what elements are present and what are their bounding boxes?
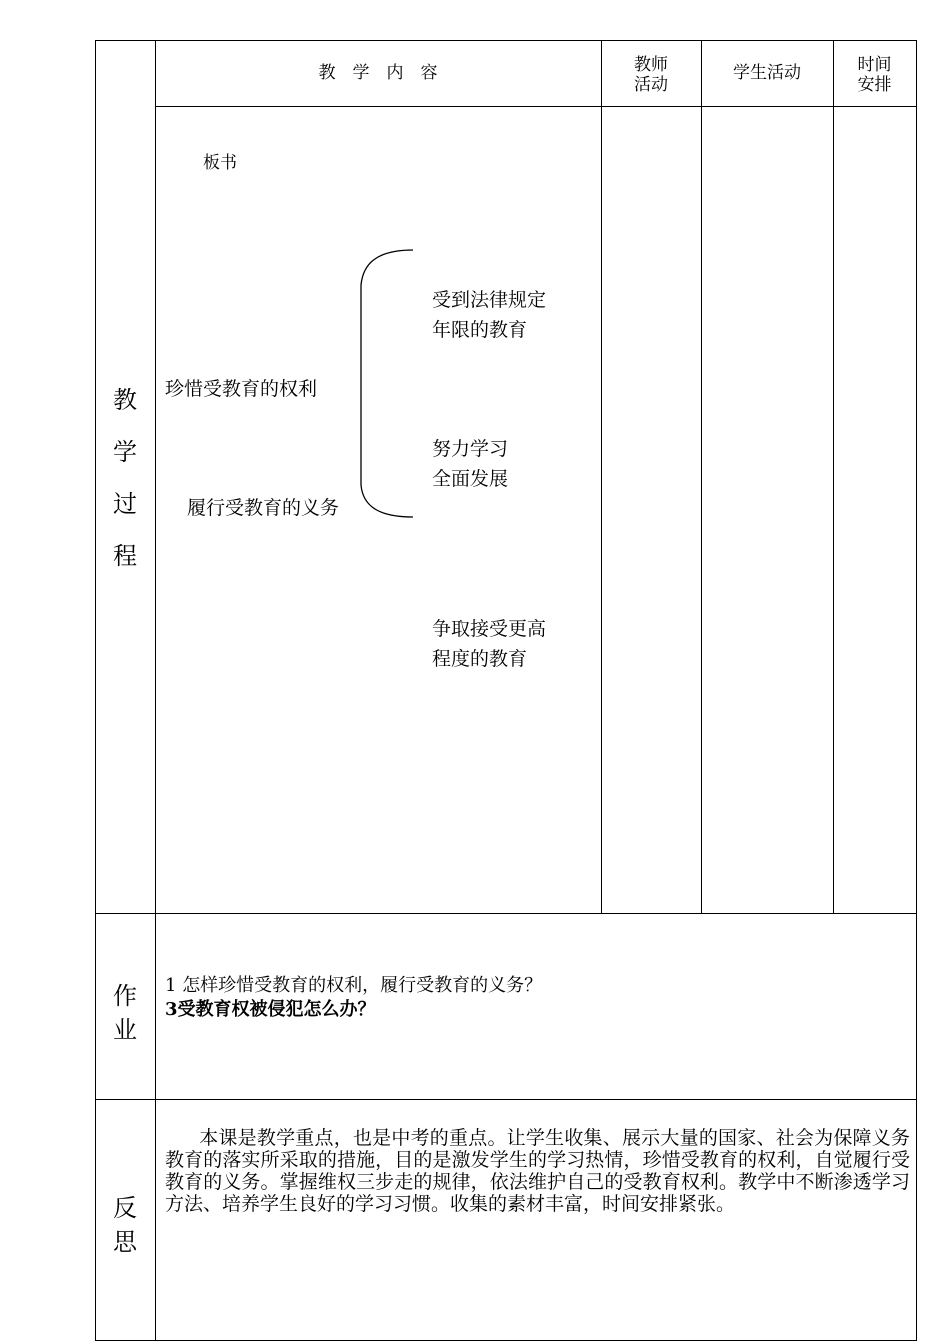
homework-item-1-number: 1 [165, 975, 177, 996]
header-time [833, 55, 916, 95]
board-item-3-line2: 程度的教育 [432, 648, 528, 670]
time-col-border [833, 40, 834, 914]
board-item-2 [432, 434, 508, 494]
header-content [155, 63, 601, 83]
process-bottom-border [95, 913, 917, 914]
homework-char-1: 作 [113, 982, 137, 1010]
homework-list [165, 974, 542, 1022]
section-homework-label [105, 979, 145, 1047]
homework-char-2: 业 [113, 1016, 137, 1044]
curly-brace-icon [355, 245, 420, 525]
section-reflection-label [105, 1191, 145, 1259]
board-item-2-line2: 全面发展 [432, 468, 509, 490]
header-teacher-line1: 教师 [634, 55, 668, 75]
board-item-2-line1: 努力学习 [432, 438, 509, 460]
table-left-border [95, 40, 96, 1341]
header-student-label: 学生活动 [733, 63, 801, 83]
table-top-border [95, 40, 917, 41]
homework-bottom-border [95, 1099, 917, 1100]
header-time-line1: 时间 [857, 55, 892, 75]
header-teacher [601, 55, 701, 95]
board-item-3 [432, 614, 546, 674]
board-item-3-line1: 争取接受更高 [432, 618, 547, 640]
header-content-label: 教 学 内 容 [318, 63, 438, 83]
board-item-1-line1: 受到法律规定 [432, 289, 547, 311]
header-time-line2: 安排 [857, 75, 892, 95]
homework-item-2: 3受教育权被侵犯怎么办？ [165, 999, 376, 1020]
reflection-char-1: 反 [113, 1194, 137, 1222]
reflection-paragraph: 本课是教学重点，也是中考的重点。让学生收集、展示大量的国家、社会为保障义务教育的落实所采取的措施，目的是激发学生的学习热情，珍惜受教育的权利，自觉履行受教育的义务。掌握维权三步走的规律，依法维护自己的受教育权利。教学中不断渗透学习方法、培养学生良好的学习习惯。收集的素材丰富，时间安排紧张。 [165, 1127, 910, 1215]
board-item-1-line2: 年限的教育 [432, 319, 528, 341]
section-divider [155, 40, 156, 1341]
board-item-1 [432, 285, 546, 345]
board-label: 板书 [203, 153, 237, 173]
student-col-border [701, 40, 702, 914]
header-bottom-border [155, 106, 917, 107]
table-bottom-border [95, 1340, 917, 1341]
process-char-3: 过 [113, 490, 137, 518]
reflection-text [165, 1127, 910, 1215]
homework-item-1-text: 怎样珍惜受教育的权利，履行受教育的义务？ [182, 975, 543, 996]
header-student [701, 63, 833, 83]
process-char-2: 学 [113, 438, 137, 466]
section-process-label [105, 374, 145, 582]
process-char-1: 教 [113, 386, 137, 414]
teacher-col-border [601, 40, 602, 914]
process-char-4: 程 [113, 542, 137, 570]
header-teacher-line2: 活动 [634, 75, 668, 95]
homework-item-1 [165, 974, 542, 998]
board-rights: 珍惜受教育的权利 [165, 378, 318, 400]
reflection-char-2: 思 [113, 1228, 137, 1256]
board-duties: 履行受教育的义务 [187, 497, 340, 519]
table-right-border [916, 40, 917, 1341]
